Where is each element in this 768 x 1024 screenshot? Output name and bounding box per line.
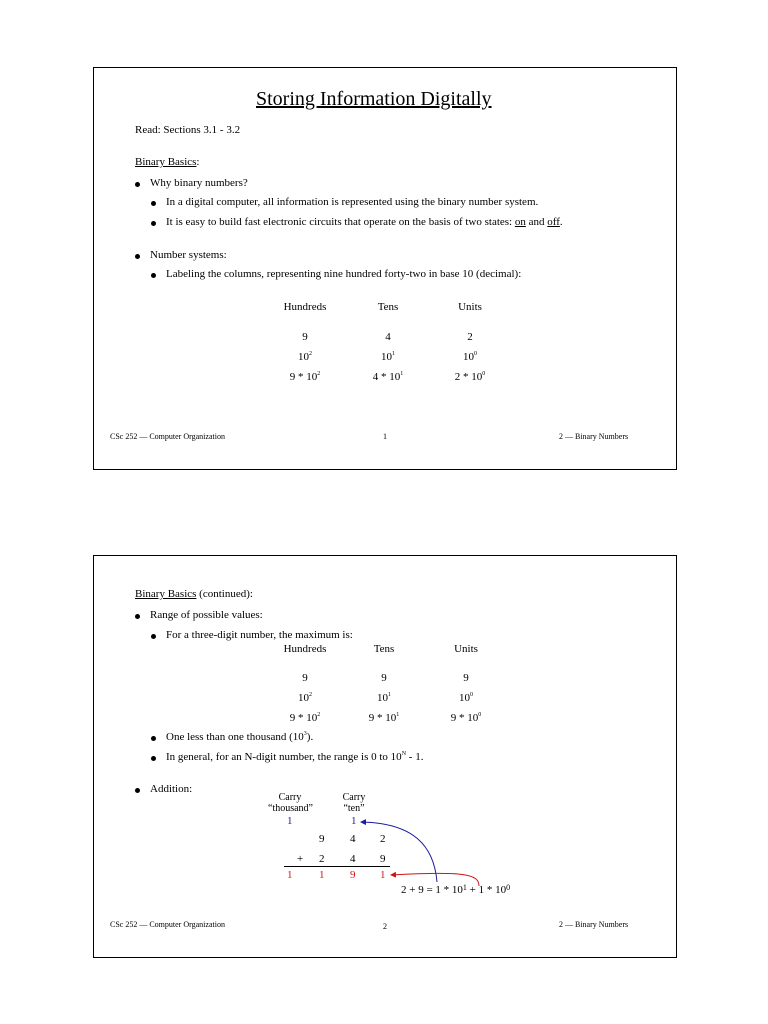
explanation-exp: 1 xyxy=(462,883,467,892)
bullet-icon xyxy=(151,273,156,278)
slide-1 xyxy=(93,67,677,470)
product-text: 2 * 10 xyxy=(454,371,483,383)
carry-ten-arrow xyxy=(361,822,437,882)
section-heading-rest: (continued): xyxy=(196,588,253,600)
digit-units: 2 xyxy=(467,331,473,343)
bullet-icon xyxy=(135,182,140,187)
power-base: 10 xyxy=(377,692,388,704)
power-hundreds xyxy=(275,351,335,363)
power-units xyxy=(440,351,500,363)
sum-units: 1 xyxy=(380,869,386,881)
explanation-text: + 1 * 10 xyxy=(466,884,507,896)
section-heading-text: Binary Basics xyxy=(135,588,197,600)
footer-course: CSc 252 — Computer Organization xyxy=(110,432,225,441)
bullet-icon xyxy=(135,254,140,259)
two-states-text: It is easy to build fast electronic circuits that operate on the basis of two states: xyxy=(166,216,515,228)
section-heading xyxy=(135,156,199,168)
carry-arrows xyxy=(94,556,678,959)
column-header-hundreds: Hundreds xyxy=(283,301,327,313)
product-exp: 1 xyxy=(400,371,404,377)
state-on: on xyxy=(514,216,526,228)
power-base: 10 xyxy=(298,692,309,704)
column-header-hundreds: Hundreds xyxy=(283,643,327,655)
section-heading-text: Binary Basics xyxy=(135,156,197,168)
carry-label-line: “thousand” xyxy=(268,803,313,814)
power-exp: 1 xyxy=(392,351,395,357)
power-exp: 1 xyxy=(388,692,391,698)
carry-one-arrow xyxy=(391,873,479,886)
product-text: 9 * 10 xyxy=(289,712,318,724)
range-text: In general, for an N-digit number, the range is 0 to 10 xyxy=(166,751,402,763)
column-header-tens: Tens xyxy=(377,301,399,313)
explanation-exp: 0 xyxy=(506,883,511,892)
sum-hundreds: 1 xyxy=(319,869,325,881)
carry-thousand-digit: 1 xyxy=(287,815,293,827)
product-exp: 0 xyxy=(482,371,486,377)
carry-ten-digit: 1 xyxy=(351,815,357,827)
one-less-exp: 3 xyxy=(303,731,307,737)
footer-topic: 2 — Binary Numbers xyxy=(559,432,629,441)
product-exp: 1 xyxy=(396,712,400,718)
sum-tens: 9 xyxy=(350,869,356,881)
bullet-icon xyxy=(151,201,156,206)
column-header-tens: Tens xyxy=(373,643,395,655)
power-exp: 2 xyxy=(309,351,312,357)
product-text: 9 * 10 xyxy=(289,371,318,383)
sub-bullet-two-states xyxy=(166,216,563,228)
digit-hundreds: 9 xyxy=(302,331,308,343)
power-base: 10 xyxy=(463,351,474,363)
footer-topic: 2 — Binary Numbers xyxy=(559,920,629,929)
section-heading-colon: : xyxy=(196,156,200,168)
one-less-text: One less than one thousand (10 xyxy=(166,731,304,743)
product-hundreds xyxy=(275,371,335,383)
bullet-why-binary: Why binary numbers? xyxy=(150,177,248,189)
product-exp: 2 xyxy=(317,371,321,377)
range-exp: N xyxy=(401,751,407,757)
reading-assignment: Read: Sections 3.1 - 3.2 xyxy=(135,124,241,136)
power-exp: 0 xyxy=(474,351,477,357)
sub-bullet-labeling-columns: Labeling the columns, representing nine hundred forty-two in base 10 (decimal): xyxy=(166,268,522,280)
explanation-text: 2 + 9 = 1 * 10 xyxy=(401,884,463,896)
one-less-end: ). xyxy=(306,731,314,743)
addend2-tens: 4 xyxy=(350,853,356,865)
slide-title: Storing Information Digitally xyxy=(256,88,492,110)
product-tens xyxy=(358,371,418,383)
product-units xyxy=(440,371,500,383)
power-tens xyxy=(358,351,418,363)
digit-tens: 9 xyxy=(381,672,387,684)
product-text: 4 * 10 xyxy=(372,371,401,383)
product-text: 9 * 10 xyxy=(368,712,397,724)
addend2-hundreds: 2 xyxy=(319,853,325,865)
footer-course: CSc 252 — Computer Organization xyxy=(110,920,225,929)
power-exp: 2 xyxy=(309,692,312,698)
power-base: 10 xyxy=(381,351,392,363)
digit-hundreds: 9 xyxy=(302,672,308,684)
bullet-addition: Addition: xyxy=(150,783,193,795)
sum-thousands: 1 xyxy=(287,869,293,881)
two-states-end: . xyxy=(559,216,563,228)
footer-page-number: 1 xyxy=(383,432,387,441)
addend2-units: 9 xyxy=(380,853,386,865)
power-exp: 0 xyxy=(470,692,473,698)
bullet-range: Range of possible values: xyxy=(150,609,263,621)
bullet-icon xyxy=(151,221,156,226)
footer-page-number: 2 xyxy=(383,922,387,931)
product-exp: 2 xyxy=(317,712,321,718)
digit-tens: 4 xyxy=(385,331,391,343)
sub-bullet-three-digit: For a three-digit number, the maximum is: xyxy=(166,629,353,641)
product-exp: 0 xyxy=(478,712,482,718)
carry-label-line: Carry xyxy=(278,792,302,803)
carry-label-line: “ten” xyxy=(343,803,365,814)
product-text: 9 * 10 xyxy=(450,712,479,724)
range-end: - 1. xyxy=(406,751,424,763)
bullet-number-systems: Number systems: xyxy=(150,249,227,261)
carry-label-line: Carry xyxy=(342,792,366,803)
slide-2 xyxy=(93,555,677,958)
two-states-and: and xyxy=(525,216,548,228)
power-base: 10 xyxy=(298,351,309,363)
power-base: 10 xyxy=(459,692,470,704)
addend1-tens: 4 xyxy=(350,833,356,845)
addend1-hundreds: 9 xyxy=(319,833,325,845)
state-off: off xyxy=(547,216,560,228)
sub-bullet-digital-computer: In a digital computer, all information is represented using the binary number system. xyxy=(166,196,539,208)
digit-units: 9 xyxy=(463,672,469,684)
column-header-units: Units xyxy=(454,643,478,655)
addend1-units: 2 xyxy=(380,833,386,845)
plus-sign: + xyxy=(297,853,304,865)
column-header-units: Units xyxy=(458,301,482,313)
